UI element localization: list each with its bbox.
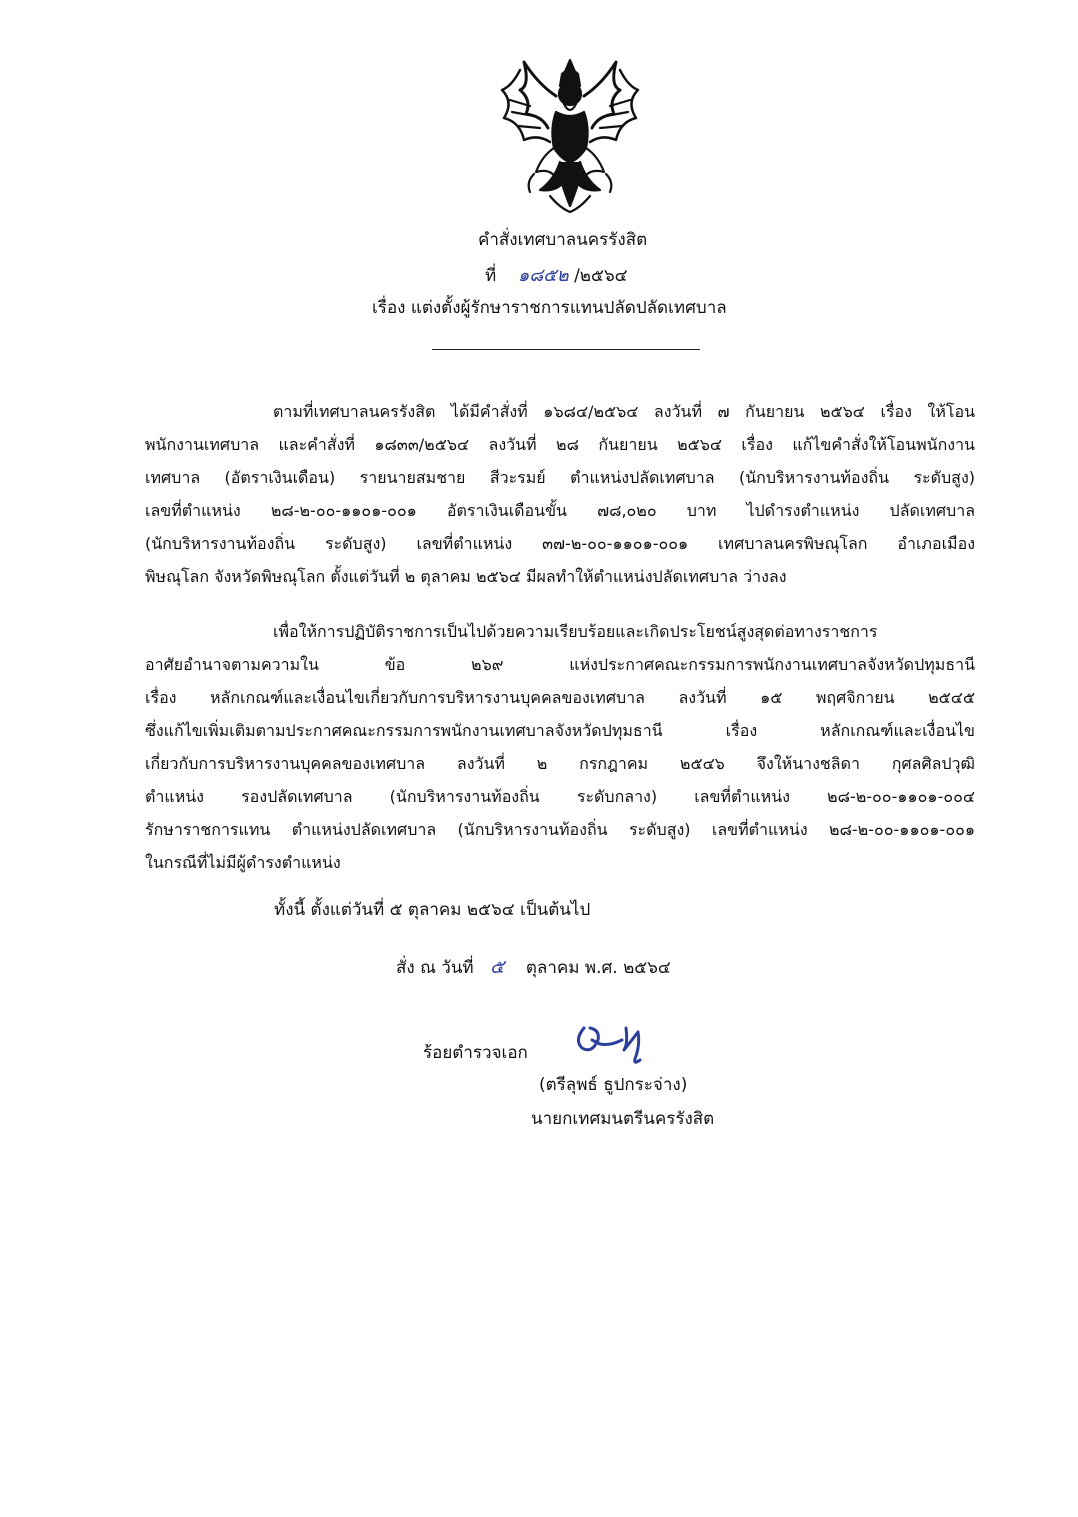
effective-date: ทั้งนี้ ตั้งแต่วันที่ ๕ ตุลาคม ๒๕๖๔ เป็นต้นไป (274, 900, 591, 920)
body-paragraph-2 (145, 615, 975, 879)
paragraph-line: พนักงานเทศบาล และคำสั่งที่ ๑๘๓๓/๒๕๖๔ ลงวันที่ ๒๘ กันยายน ๒๕๖๔ เรื่อง แก้ไขคำสั่งให้โอนพนักงาน (145, 435, 975, 454)
paragraph-line: เรื่อง หลักเกณฑ์และเงื่อนไขเกี่ยวกับการบริหารงานบุคคลของเทศบาล ลงวันที่ ๑๕ พฤศจิกายน ๒๕๔๕ (145, 688, 975, 707)
ordered-day-handwritten: ๕ (489, 956, 505, 978)
order-number-prefix: ที่ (485, 266, 497, 286)
paragraph-line: รักษาราชการแทน ตำแหน่งปลัดเทศบาล (นักบริหารงานท้องถิ่น ระดับสูง) เลขที่ตำแหน่ง ๒๘-๒-๐๐-๑๑๐๑-๐๐๑ (145, 820, 975, 839)
ordered-date (396, 952, 671, 982)
garuda-emblem-icon (490, 56, 650, 216)
order-number-handwritten: ๑๘๕๒ (517, 265, 569, 286)
paragraph-line: พิษณุโลก จังหวัดพิษณุโลก ตั้งแต่วันที่ ๒ ตุลาคม ๒๕๖๔ มีผลทำให้ตำแหน่งปลัดเทศบาล ว่างลง (145, 567, 787, 586)
ordered-date-suffix: ตุลาคม พ.ศ. ๒๕๖๔ (525, 958, 671, 978)
order-number (485, 260, 628, 289)
order-subject: เรื่อง แต่งตั้งผู้รักษาราชการแทนปลัดปลัดเทศบาล (372, 298, 727, 318)
header-divider (432, 349, 700, 350)
handwritten-signature (570, 1010, 690, 1070)
order-number-suffix: /๒๕๖๔ (574, 266, 628, 286)
paragraph-line: ตำแหน่ง รองปลัดเทศบาล (นักบริหารงานท้องถิ่น ระดับกลาง) เลขที่ตำแหน่ง ๒๘-๒-๐๐-๑๑๐๑-๐๐๔ (145, 787, 975, 806)
paragraph-line: เลขที่ตำแหน่ง ๒๘-๒-๐๐-๑๑๐๑-๐๐๑ อัตราเงินเดือนขั้น ๗๘,๐๒๐ บาท ไปดำรงตำแหน่ง ปลัดเทศบาล (145, 501, 975, 520)
order-title: คำสั่งเทศบาลนครรังสิต (478, 230, 648, 250)
paragraph-line: อาศัยอำนาจตามความใน ข้อ ๒๖๙ แห่งประกาศคณะกรรมการพนักงานเทศบาลจังหวัดปทุมธานี (145, 655, 975, 674)
body-paragraph-1 (145, 395, 975, 593)
signer-rank: ร้อยตำรวจเอก (423, 1043, 528, 1063)
ordered-date-prefix: สั่ง ณ วันที่ (396, 958, 474, 978)
paragraph-line: เทศบาล (อัตราเงินเดือน) รายนายสมชาย สีวะรมย์ ตำแหน่งปลัดเทศบาล (นักบริหารงานท้องถิ่น ระดับสูง) (145, 468, 975, 487)
paragraph-line: เพื่อให้การปฏิบัติราชการเป็นไปด้วยความเรียบร้อยและเกิดประโยชน์สูงสุดต่อทางราชการ (273, 622, 878, 641)
signer-position: นายกเทศมนตรีนครรังสิต (531, 1109, 715, 1129)
paragraph-line: เกี่ยวกับการบริหารงานบุคคลของเทศบาล ลงวันที่ ๒ กรกฎาคม ๒๕๔๖ จึงให้นางชลิดา กุศลศิลปวุฒิ (145, 754, 975, 773)
signer-name: (ตรีลุพธ์ ธูปกระจ่าง) (539, 1075, 688, 1095)
paragraph-line: ในกรณีที่ไม่มีผู้ดำรงตำแหน่ง (145, 853, 341, 872)
paragraph-line: ตามที่เทศบาลนครรังสิต ได้มีคำสั่งที่ ๑๖๘๔/๒๕๖๔ ลงวันที่ ๗ กันยายน ๒๕๖๔ เรื่อง ให้โอน (273, 402, 975, 421)
paragraph-line: ซึ่งแก้ไขเพิ่มเติมตามประกาศคณะกรรมการพนักงานเทศบาลจังหวัดปทุมธานี เรื่อง หลักเกณฑ์และเงื่อนไข (145, 721, 975, 740)
paragraph-line: (นักบริหารงานท้องถิ่น ระดับสูง) เลขที่ตำแหน่ง ๓๗-๒-๐๐-๑๑๐๑-๐๐๑ เทศบาลนครพิษณุโลก อำเภอเมือง (145, 534, 975, 553)
